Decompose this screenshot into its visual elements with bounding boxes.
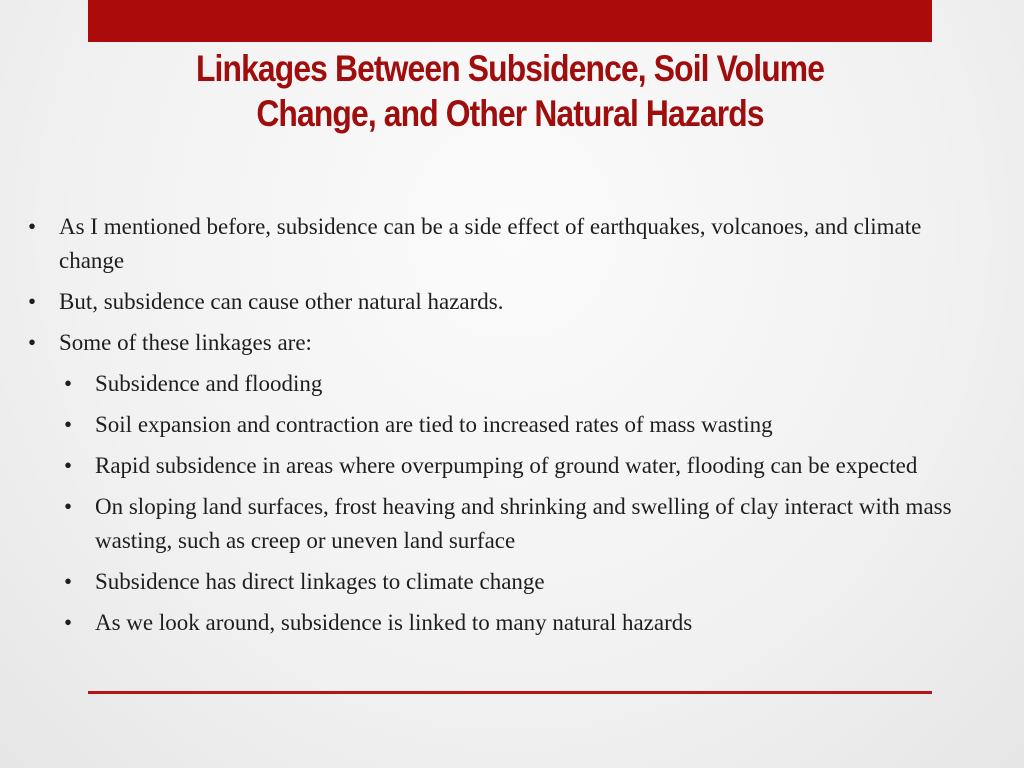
bullet-icon: • (28, 214, 37, 239)
bullet-icon: • (64, 569, 73, 594)
top-accent-bar (88, 0, 932, 42)
slide-title (147, 46, 873, 136)
sub-bullet-item (26, 449, 986, 483)
bullet-item (26, 210, 986, 278)
bullet-icon: • (28, 289, 37, 314)
bullet-text: But, subsidence can cause other natural hazards. (59, 289, 504, 314)
bottom-accent-line (88, 691, 932, 694)
bullet-icon: • (64, 412, 73, 437)
sub-bullet-item (26, 606, 986, 640)
bullet-text: Subsidence has direct linkages to climate change (95, 569, 545, 594)
sub-bullet-item (26, 565, 986, 599)
bullet-item (26, 326, 986, 360)
bullet-text: Rapid subsidence in areas where overpumping of ground water, flooding can be expected (95, 453, 918, 478)
sub-bullet-item (26, 408, 986, 442)
slide-title-line-1: Linkages Between Subsidence, Soil Volume (195, 48, 825, 89)
bullet-icon: • (64, 453, 73, 478)
bullet-icon: • (64, 371, 73, 396)
bullet-text: As we look around, subsidence is linked to many natural hazards (95, 610, 693, 635)
bullet-icon: • (64, 494, 73, 519)
sub-bullet-item (26, 490, 986, 558)
bullet-text: Subsidence and flooding (95, 371, 323, 396)
sub-bullet-item (26, 367, 986, 401)
slide-title-line-2: Change, and Other Natural Hazards (256, 93, 764, 134)
bullet-item (26, 285, 986, 319)
bullet-list (26, 210, 986, 640)
bullet-text: On sloping land surfaces, frost heaving and shrinking and swelling of clay interact with mass wasting, such as creep or uneven land surface (95, 494, 952, 553)
bullet-text: Soil expansion and contraction are tied to increased rates of mass wasting (95, 412, 773, 437)
bullet-text: As I mentioned before, subsidence can be a side effect of earthquakes, volcanoes, and climate change (59, 214, 922, 273)
bullet-icon: • (28, 330, 37, 355)
slide-content (26, 210, 986, 647)
bullet-icon: • (64, 610, 73, 635)
bullet-text: Some of these linkages are: (59, 330, 312, 355)
